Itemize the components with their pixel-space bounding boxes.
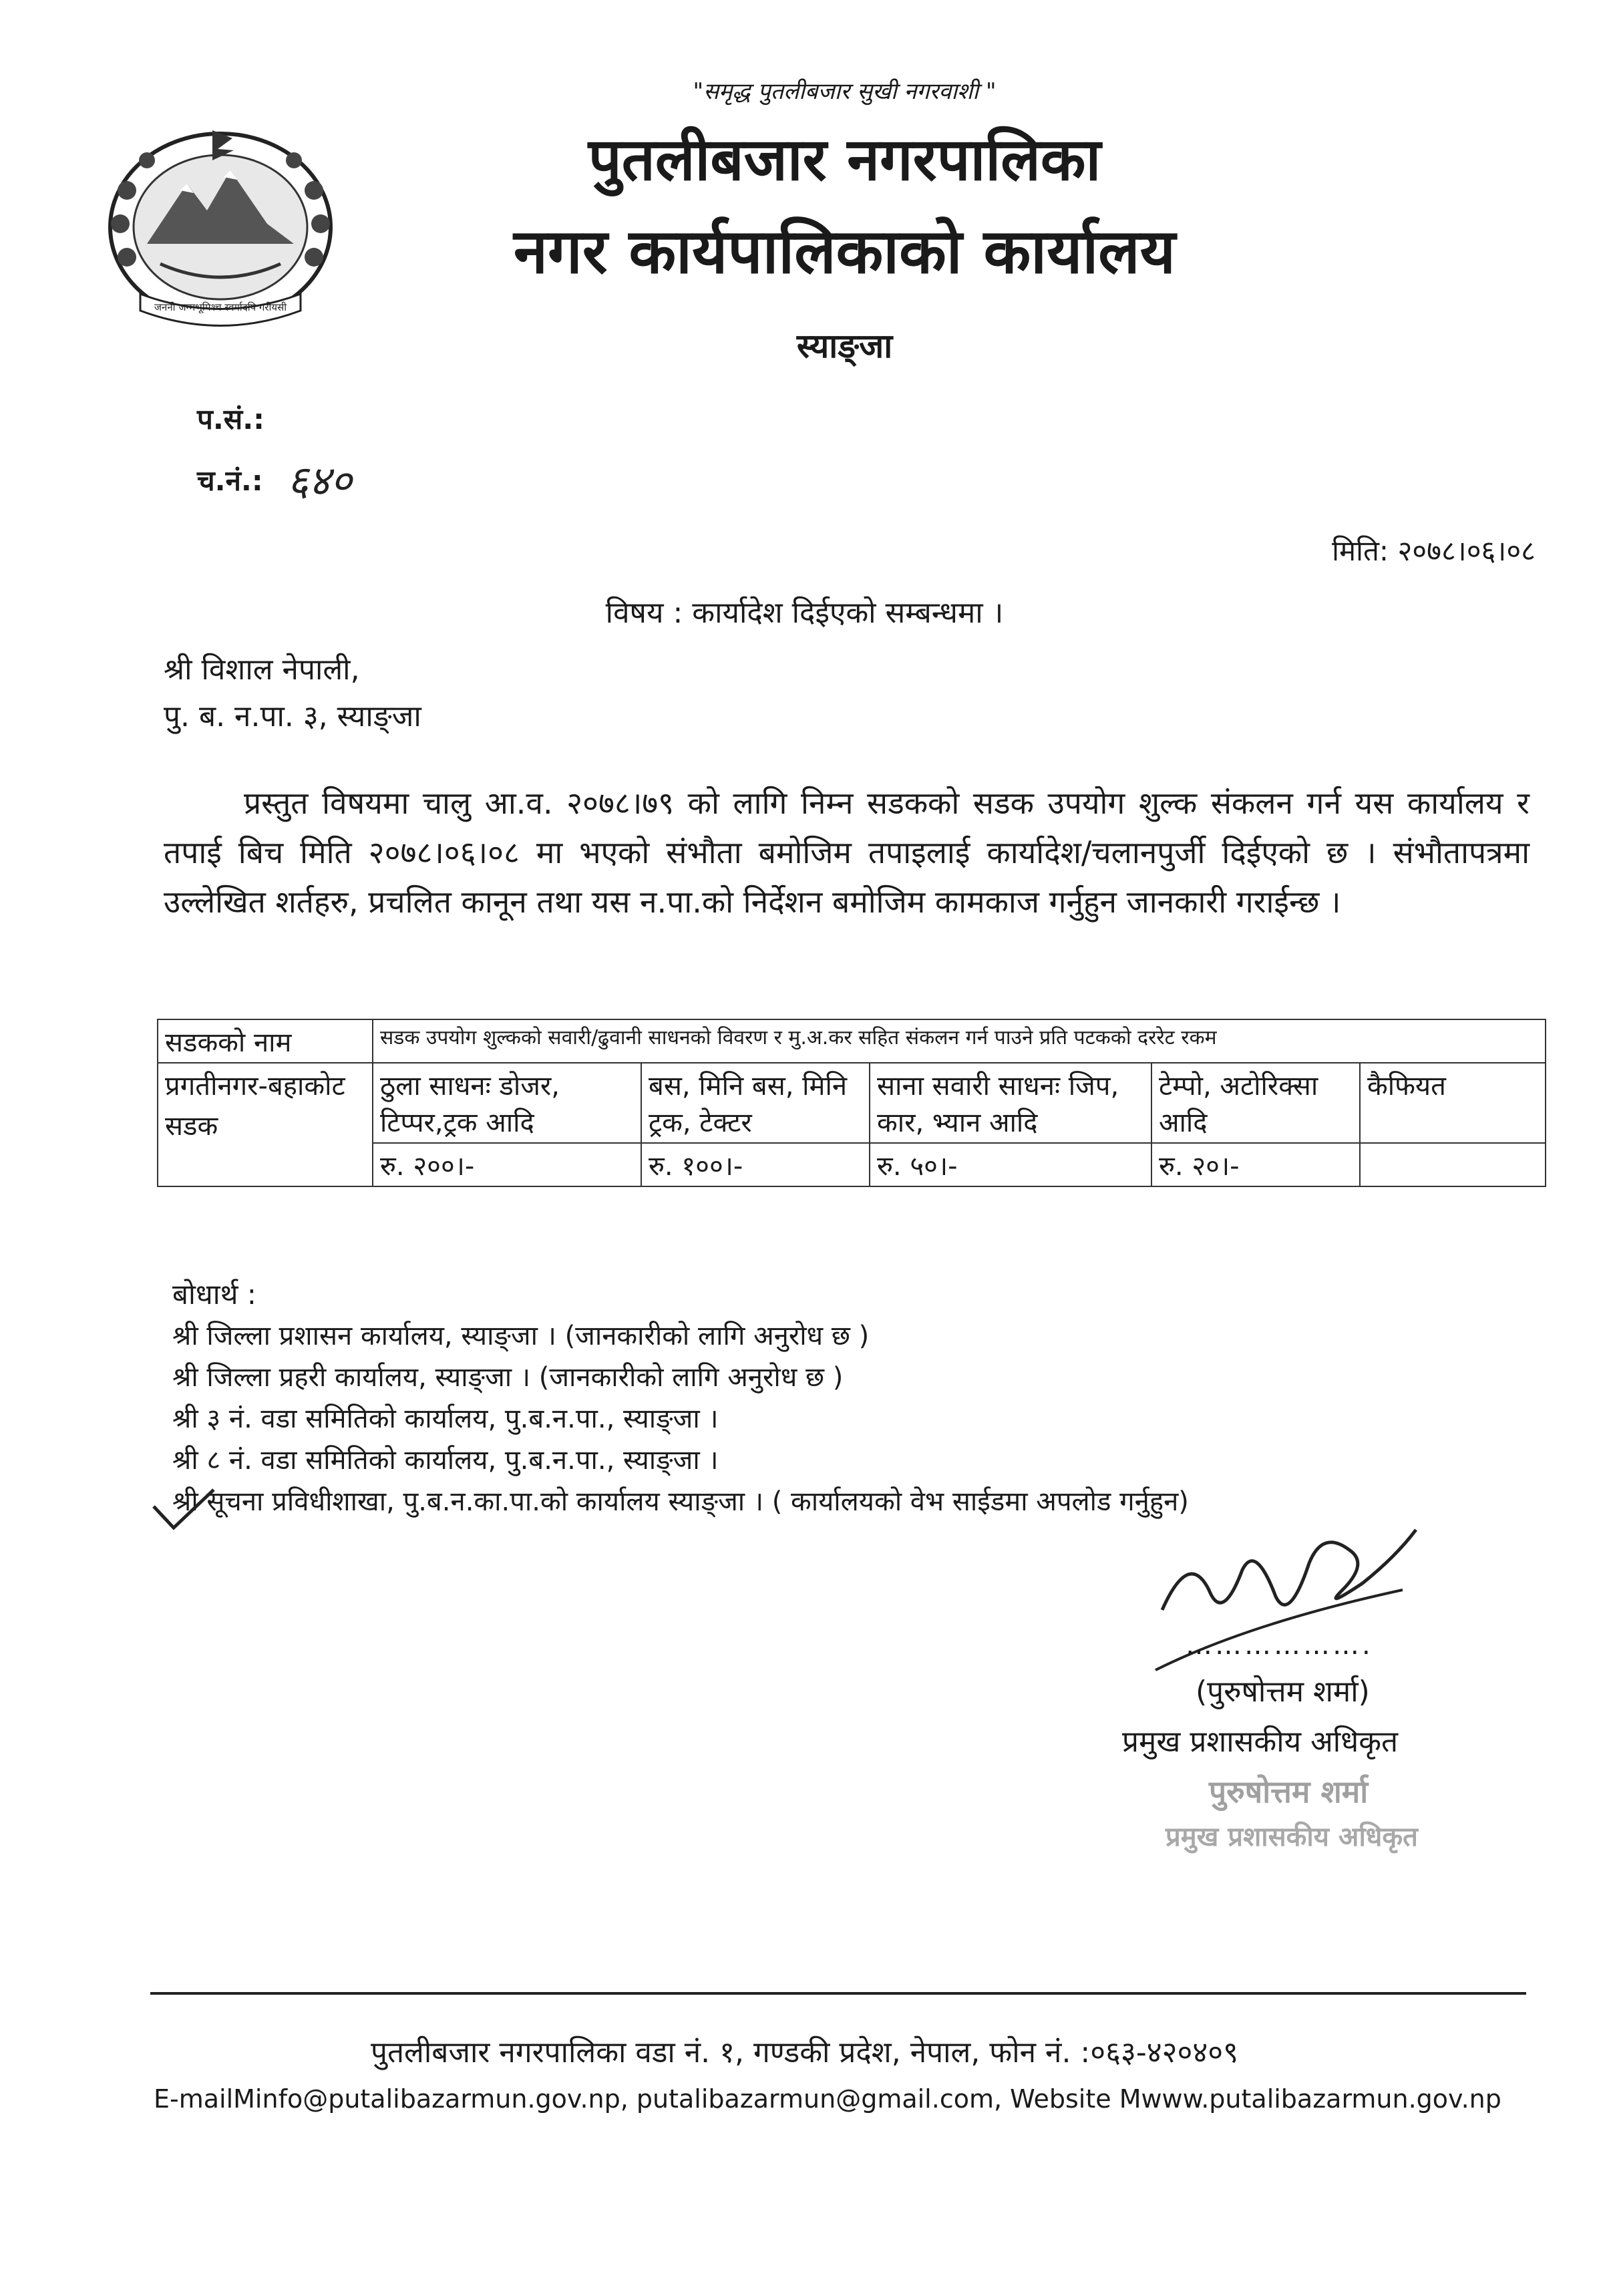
addressee-name: श्री विशाल नेपाली, — [164, 653, 360, 687]
cn-label: च.नं.: — [197, 464, 263, 497]
rate-table — [157, 1019, 1546, 1187]
cn-handwritten-number: ६४० — [287, 456, 352, 505]
office-title: नगर कार्यपालिकाको कार्यालय — [513, 216, 1176, 287]
addressee-address: पु. ब. न.पा. ३, स्याङ्जा — [164, 699, 421, 733]
cc-item: श्री जिल्ला प्रशासन कार्यालय, स्याङ्जा । (जानकारीको लागि अनुरोध छ ) — [172, 1321, 870, 1351]
cc-item: श्री सूचना प्रविधीशाखा, पु.ब.न.का.पा.को कार्यालय स्याङ्जा । ( कार्यालयको वेभ साईडमा अपलोड गर्नुहुन) — [172, 1486, 1189, 1517]
cc-item: श्री ३ नं. वडा समितिको कार्यालय, पु.ब.न.पा., स्याङ्जा । — [172, 1404, 719, 1434]
letter-body: प्रस्तुत विषयमा चालु आ.व. २०७८।७९ को लागि निम्न सडकको सडक उपयोग शुल्क संकलन गर्न यस कार्यालय र तपाई बिच मिति २०७८।०६।०८ मा भएको संभौता बमोजिम तपाइलाई कार्यादेश/चलानपुर्जी दिईएको छ । संभौतापत्रमा उल्लेखित शर्तहरु, प्रचलित कानून तथा यस न.पा.को निर्देशन बमोजिम कामकाज गर्नुहुन जानकारी गराईन्छ । — [164, 785, 1530, 920]
header-road-name: सडकको नाम — [158, 1019, 373, 1063]
table-row — [158, 1063, 1546, 1143]
cc-item: श्री जिल्ला प्रहरी कार्यालय, स्याङ्जा । (जानकारीको लागि अनुरोध छ ) — [172, 1362, 844, 1393]
ps-label: प.सं.: — [197, 403, 264, 436]
letter-subject: विषय : कार्यादेश दिईएको सम्बन्धमा । — [605, 596, 1004, 630]
remarks-header-cell: कैफियत — [1360, 1063, 1546, 1143]
rate-cell: रु. २००।- — [373, 1143, 641, 1186]
rate-cell: रु. ५०।- — [870, 1143, 1151, 1186]
header-motto: "समृद्ध पुतलीबजार सुखी नगरवाशी " — [693, 78, 997, 105]
cc-title: बोधार्थ : — [172, 1278, 256, 1311]
stamp-name: पुरुषोत्तम शर्मा — [1209, 1774, 1369, 1810]
header-rate-description: सडक उपयोग शुल्कको सवारी/ढुवानी साधनको विवरण र मु.अ.कर सहित संकलन गर्न पाउने प्रति पटकको दररेट रकम — [373, 1019, 1546, 1063]
category-cell: बस, मिनि बस, मिनि ट्रक, टेक्टर — [641, 1063, 870, 1143]
category-cell: साना सवारी साधनः जिप, कार, भ्यान आदि — [870, 1063, 1151, 1143]
category-cell: ठुला साधनः डोजर, टिप्पर,ट्रक आदि — [373, 1063, 641, 1143]
district-title: स्याङ्जा — [796, 327, 893, 365]
rate-cell — [1360, 1143, 1546, 1186]
rate-cell: रु. २०।- — [1151, 1143, 1360, 1186]
municipality-title: पुतलीबजार नगरपालिका — [588, 125, 1101, 194]
signature-dots: ………………. — [1186, 1630, 1373, 1661]
letter-date: मिति: २०७८।०६।०८ — [1332, 534, 1536, 567]
checkmark-icon — [150, 1486, 217, 1533]
signatory-name: (पुरुषोत्तम शर्मा) — [1196, 1675, 1370, 1709]
footer-address: पुतलीबजार नगरपालिका वडा नं. १, गण्डकी प्रदेश, नेपाल, फोन नं. :०६३-४२०४०९ — [370, 2035, 1239, 2070]
category-cell: टेम्पो, अटोरिक्सा आदि — [1151, 1063, 1360, 1143]
cc-item: श्री ८ नं. वडा समितिको कार्यालय, पु.ब.न.पा., स्याङ्जा । — [172, 1445, 719, 1476]
table-header-row — [158, 1019, 1546, 1063]
road-name-cell: प्रगतीनगर-बहाकोट सडक — [158, 1063, 373, 1186]
signatory-title: प्रमुख प्रशासकीय अधिकृत — [1122, 1725, 1399, 1759]
rate-cell: रु. १००।- — [641, 1143, 870, 1186]
stamp-title: प्रमुख प्रशासकीय अधिकृत — [1166, 1822, 1418, 1852]
emblem-ribbon-text: जननी जन्मभूमिश्च स्वर्गादपि गरीयसी — [154, 301, 287, 313]
footer-divider — [150, 1992, 1526, 1995]
footer-contact: E-mailMinfo@putalibazarmun.gov.np, putalibazarmun@gmail.com, Website Mwww.putalibazarmun.gov.np — [154, 2084, 1501, 2114]
